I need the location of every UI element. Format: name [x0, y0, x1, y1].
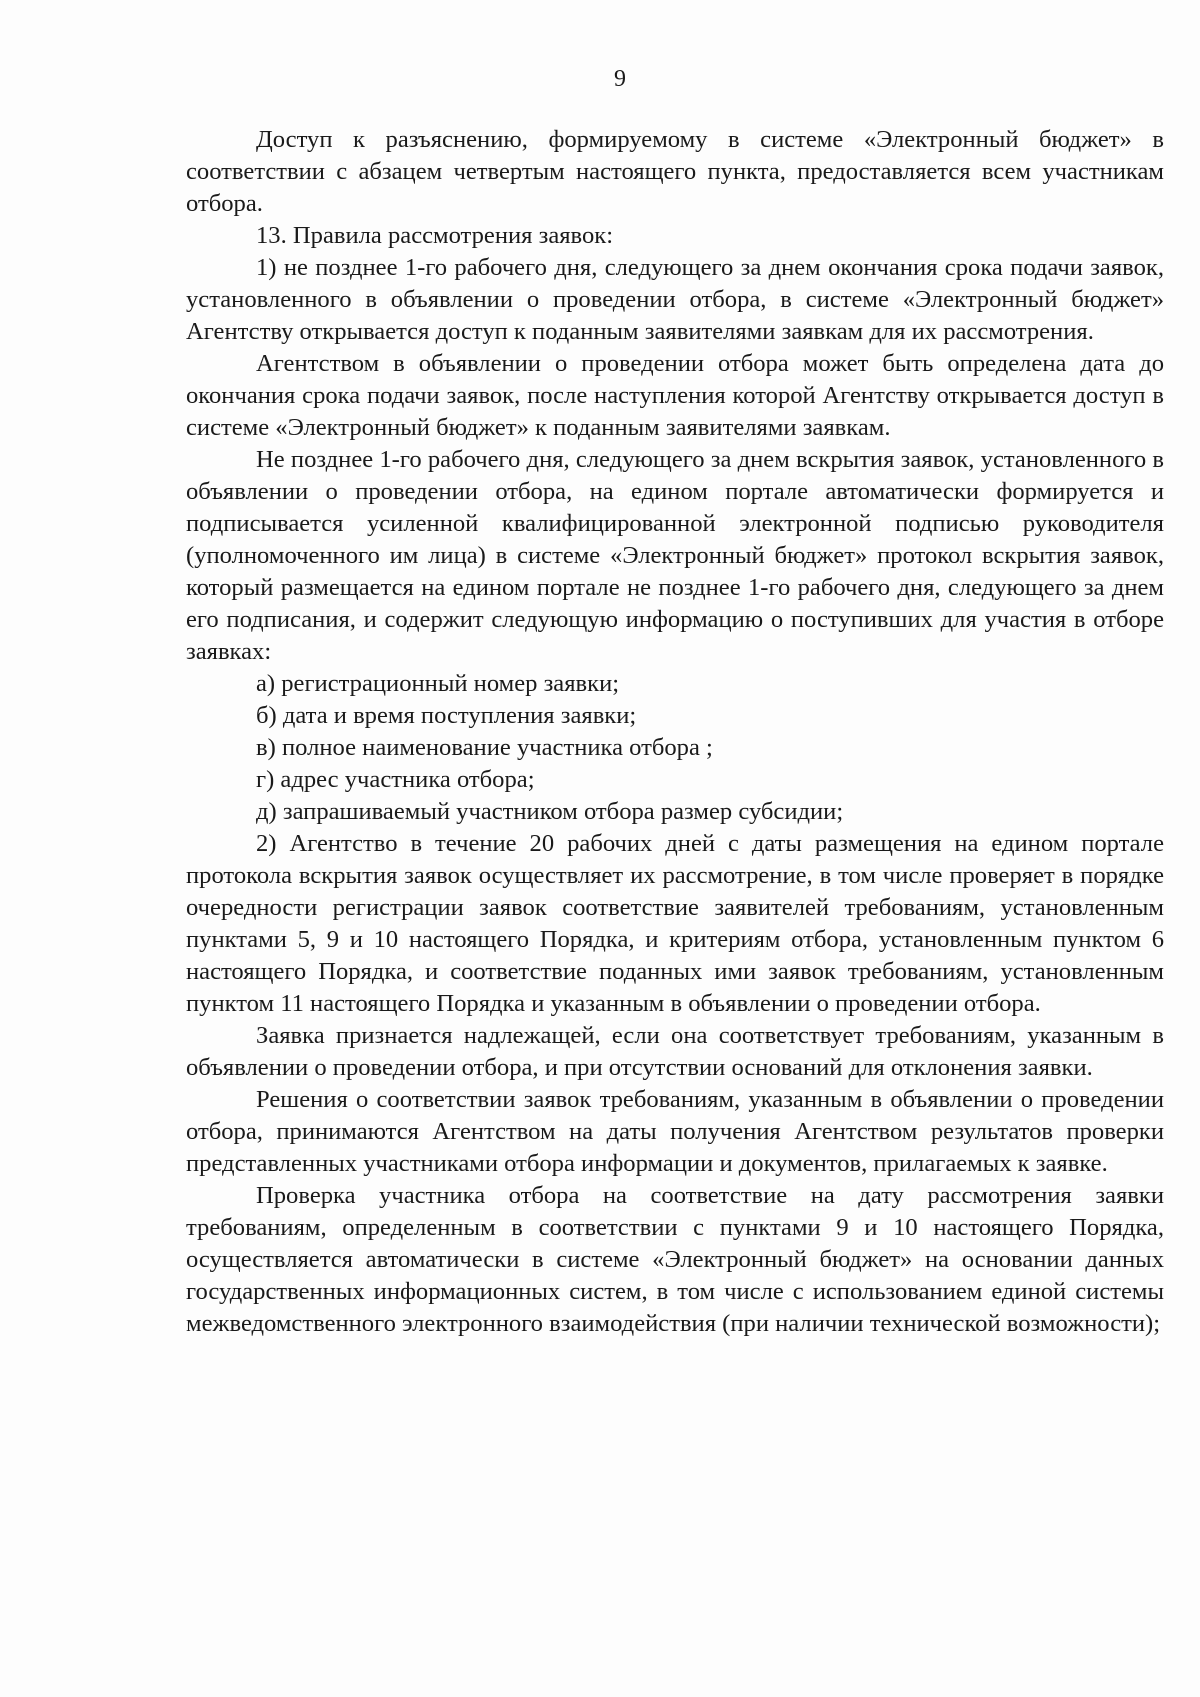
list-item-v: в) полное наименование участника отбора ;	[256, 734, 713, 761]
paragraph-participant-check: Проверка участника отбора на соответствие на дату рассмотрения заявки требованиям, определенным в соответствии с пунктами 9 и 10 настоящего Порядка, осуществляется автоматически в системе «Электронный бюджет» на основании данных государственных информационных систем, в том числе с использованием единой системы межведомственного электронного взаимодействия (при наличии технической возможности);	[186, 1182, 1164, 1337]
paragraph-rule-1: 1) не позднее 1-го рабочего дня, следующего за днем окончания срока подачи заявок, установленного в объявлении о проведении отбора, в системе «Электронный бюджет» Агентству открывается доступ к поданным заявителями заявкам для их рассмотрения.	[186, 254, 1164, 345]
list-item-g: г) адрес участника отбора;	[256, 766, 535, 793]
paragraph-opening-protocol: Не позднее 1-го рабочего дня, следующего за днем вскрытия заявок, установленного в объявлении о проведении отбора, на едином портале автоматически формируется и подписывается усиленной квалифицированной электронной подписью руководителя (уполномоченного им лица) в системе «Электронный бюджет» протокол вскрытия заявок, который размещается на едином портале не позднее 1-го рабочего дня, следующего за днем его подписания, и содержит следующую информацию о поступивших для участия в отборе заявках:	[186, 446, 1164, 665]
paragraph-agency-date: Агентством в объявлении о проведении отбора может быть определена дата до окончания срока подачи заявок, после наступления которой Агентству открывается доступ в системе «Электронный бюджет» к поданным заявителями заявкам.	[186, 350, 1164, 441]
list-item-b: б) дата и время поступления заявки;	[256, 702, 637, 729]
list-item-d: д) запрашиваемый участником отбора размер субсидии;	[256, 798, 844, 825]
section-heading-13: 13. Правила рассмотрения заявок:	[256, 222, 614, 249]
paragraph-proper-application: Заявка признается надлежащей, если она соответствует требованиям, указанным в объявлении о проведении отбора, и при отсутствии оснований для отклонения заявки.	[186, 1022, 1164, 1081]
paragraph-rule-2: 2) Агентство в течение 20 рабочих дней с даты размещения на едином портале протокола вскрытия заявок осуществляет их рассмотрение, в том числе проверяет в порядке очередности регистрации заявок соответствие заявителей требованиям, установленным пунктами 5, 9 и 10 настоящего Порядка, и критериям отбора, установленным пунктом 6 настоящего Порядка, и соответствие поданных ими заявок требованиям, установленным пунктом 11 настоящего Порядка и указанным в объявлении о проведении отбора.	[186, 830, 1164, 1017]
paragraph-decisions: Решения о соответствии заявок требованиям, указанным в объявлении о проведении отбора, принимаются Агентством на даты получения Агентством результатов проверки представленных участниками отбора информации и документов, прилагаемых к заявке.	[186, 1086, 1164, 1177]
list-item-a: а) регистрационный номер заявки;	[256, 670, 620, 697]
page-number: 9	[614, 66, 626, 92]
paragraph-access-clarification: Доступ к разъяснению, формируемому в системе «Электронный бюджет» в соответствии с абзацем четвертым настоящего пункта, предоставляется всем участникам отбора.	[186, 126, 1164, 217]
document-body	[186, 124, 1164, 1340]
